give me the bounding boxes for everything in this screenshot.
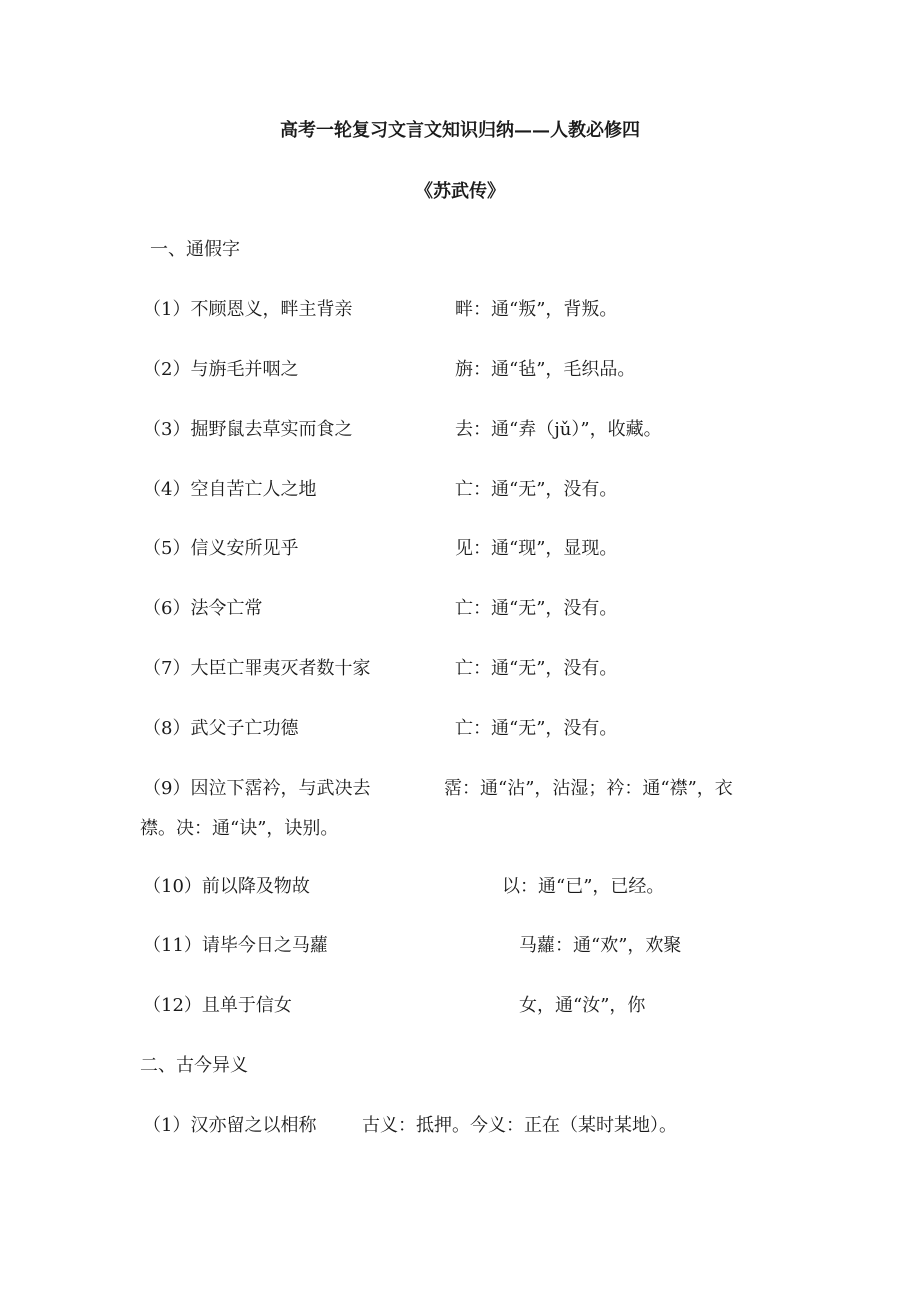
list-item-phrase: （5）信义安所见乎: [143, 538, 299, 559]
list-item-note: 亡：通“无”，没有。: [455, 598, 618, 619]
list-item-note-continuation: 襟。决：通“诀”，诀别。: [140, 818, 339, 839]
list-item-note: 马蘿：通“欢”，欢聚: [519, 935, 682, 956]
list-item-phrase: （9）因泣下霑衿，与武决去: [143, 778, 371, 799]
list-item-phrase: （2）与旃毛并咽之: [143, 359, 299, 380]
list-item-note: 亡：通“无”，没有。: [455, 479, 618, 500]
list-item-note: 霑：通“沾”，沾湿；衿：通“襟”，衣: [444, 778, 733, 799]
list-item-note: 亡：通“无”，没有。: [455, 658, 618, 679]
list-item-phrase: （8）武父子亡功德: [143, 718, 299, 739]
list-item-phrase: （6）法令亡常: [143, 598, 263, 619]
list-item-phrase: （10）前以降及物故: [143, 876, 310, 897]
list-item-phrase: （4）空自苦亡人之地: [143, 479, 317, 500]
list-item-phrase: （11）请毕今日之马蘿: [143, 935, 328, 956]
list-item-phrase: （7）大臣亡罪夷灭者数十家: [143, 658, 371, 679]
list-item-note: 去：通“弆（jǔ）”，收藏。: [455, 419, 662, 440]
list-item-phrase: （1）汉亦留之以相称: [143, 1115, 317, 1136]
section-heading-gujinyiyi: 二、古今异义: [140, 1055, 248, 1076]
list-item-phrase: （1）不顾恩义，畔主背亲: [143, 299, 353, 320]
section-heading-tongjiazi: 一、通假字: [150, 239, 240, 260]
list-item-note: 以：通“已”，已经。: [502, 876, 665, 897]
list-item-phrase: （12）且单于信女: [143, 995, 292, 1016]
list-item-phrase: （3）掘野鼠去草实而食之: [143, 419, 353, 440]
list-item-note: 畔：通“叛”，背叛。: [455, 299, 618, 320]
document-subtitle: 《苏武传》: [415, 181, 505, 202]
list-item-note: 亡：通“无”，没有。: [455, 718, 618, 739]
list-item-note: 旃：通“毡”，毛织品。: [455, 359, 636, 380]
document-title: 高考一轮复习文言文知识归纳——人教必修四: [280, 120, 640, 141]
list-item-note: 见：通“现”，显现。: [455, 538, 618, 559]
list-item-note: 女，通“汝”，你: [519, 995, 646, 1016]
list-item-note: 古义：抵押。今义：正在（某时某地）。: [362, 1115, 677, 1136]
